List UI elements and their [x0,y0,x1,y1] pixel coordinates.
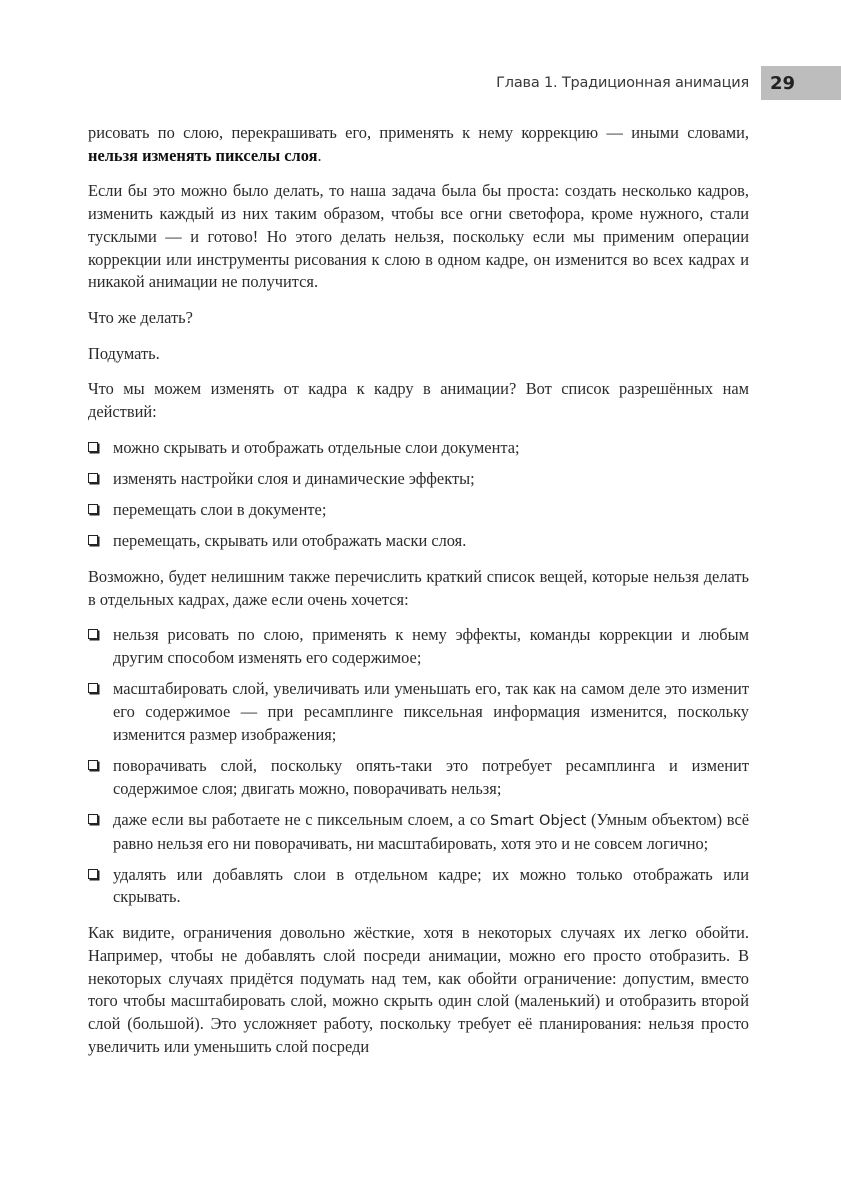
list-item [88,624,749,669]
list-item-text: нельзя рисовать по слою, применять к нему эффекты, команды коррекции и любым другим способом изменять его содержимое; [113,625,749,668]
list-item-text: поворачивать слой, поскольку опять-таки это потребует ресамплинга и изменит содержимое слоя; двигать можно, поворачивать нельзя; [113,755,749,798]
paragraph-2: Если бы это можно было делать, то наша задача была бы проста: создать несколько кадров, изменить каждый из них таким образом, чтобы все огни светофора, кроме нужного, стали тусклыми — и готово! Но этого делать нельзя, поскольку если мы применим операции коррекции или инструменты рисования к слою в одном кадре, он изменится во всех кадрах и никакой анимации не получится. [88,181,749,292]
list-item-text: (Умным объектом) всё равно нельзя его ни поворачивать, ни масштабировать, хотя это и не совсем логично; [113,809,749,853]
list-item-text: удалять или добавлять слои в отдельном кадре; их можно только отображать или скрывать. [113,864,749,907]
list-item-text: изменять настройки слоя и динамические эффекты; [113,468,475,488]
bold-emphasis: нельзя изменять пикселы слоя [88,145,318,165]
checkbox-bullet-icon [88,683,98,693]
allowed-actions-list [88,437,749,553]
checkbox-bullet-icon [88,760,98,770]
checkbox-bullet-icon [88,629,98,639]
running-header [496,66,841,100]
list-item-text: даже если вы работаете не с пиксельным слоем, а со [113,809,490,829]
list-item [88,437,749,460]
list-item-text: можно скрывать и отображать отдельные слои документа; [113,437,520,457]
list-item-text: масштабировать слой, увеличивать или уменьшать его, так как на самом деле это изменит его содержимое — при ресамплинге пиксельная информация изменится, поскольку изменится размер изображения; [113,679,749,744]
forbidden-actions-list [88,624,749,909]
paragraph-3: Что же делать? [88,307,193,327]
checkbox-bullet-icon [88,869,98,879]
paragraph-5: Что мы можем изменять от кадра к кадру в анимации? Вот список разрешённых нам действий: [88,379,749,422]
list-item [88,864,749,909]
paragraph-6: Возможно, будет нелишним также перечислить краткий список вещей, которые нельзя делать в отдельных кадрах, даже если очень хочется: [88,567,749,609]
paragraph-4: Подумать. [88,343,160,363]
list-item [88,468,749,491]
checkbox-bullet-icon [88,814,98,824]
code-term: Smart Object [490,812,587,829]
paragraph-7: Как видите, ограничения довольно жёсткие, хотя в некоторых случаях их легко обойти. Например, чтобы не добавлять слой посреди анимации, можно его просто отобразить. В некоторых случаях придётся подумать над тем, как обойти ограничение: допустим, вместо того чтобы масштабировать слой, можно скрыть один слой (маленький) и отобразить второй слой (большой). Это усложняет работу, поскольку требует её планирования: нельзя просто увеличить или уменьшить слой посреди [88,923,749,1056]
page-body [88,122,749,1071]
list-item-text: перемещать, скрывать или отображать маски слоя. [113,531,467,551]
checkbox-bullet-icon [88,442,98,452]
list-item [88,678,749,746]
chapter-title: Глава 1. Традиционная анимация [496,75,749,91]
list-item [88,755,749,800]
paragraph-text: . [317,145,322,165]
page-number: 29 [761,66,841,100]
list-item [88,530,749,553]
paragraph-1 [88,122,749,167]
checkbox-bullet-icon [88,535,98,545]
list-item [88,809,749,855]
list-item [88,499,749,522]
paragraph-text: рисовать по слою, перекрашивать его, применять к нему коррекцию — иными словами, [88,123,749,142]
checkbox-bullet-icon [88,504,98,514]
list-item-text: перемещать слои в документе; [113,500,327,520]
checkbox-bullet-icon [88,473,98,483]
